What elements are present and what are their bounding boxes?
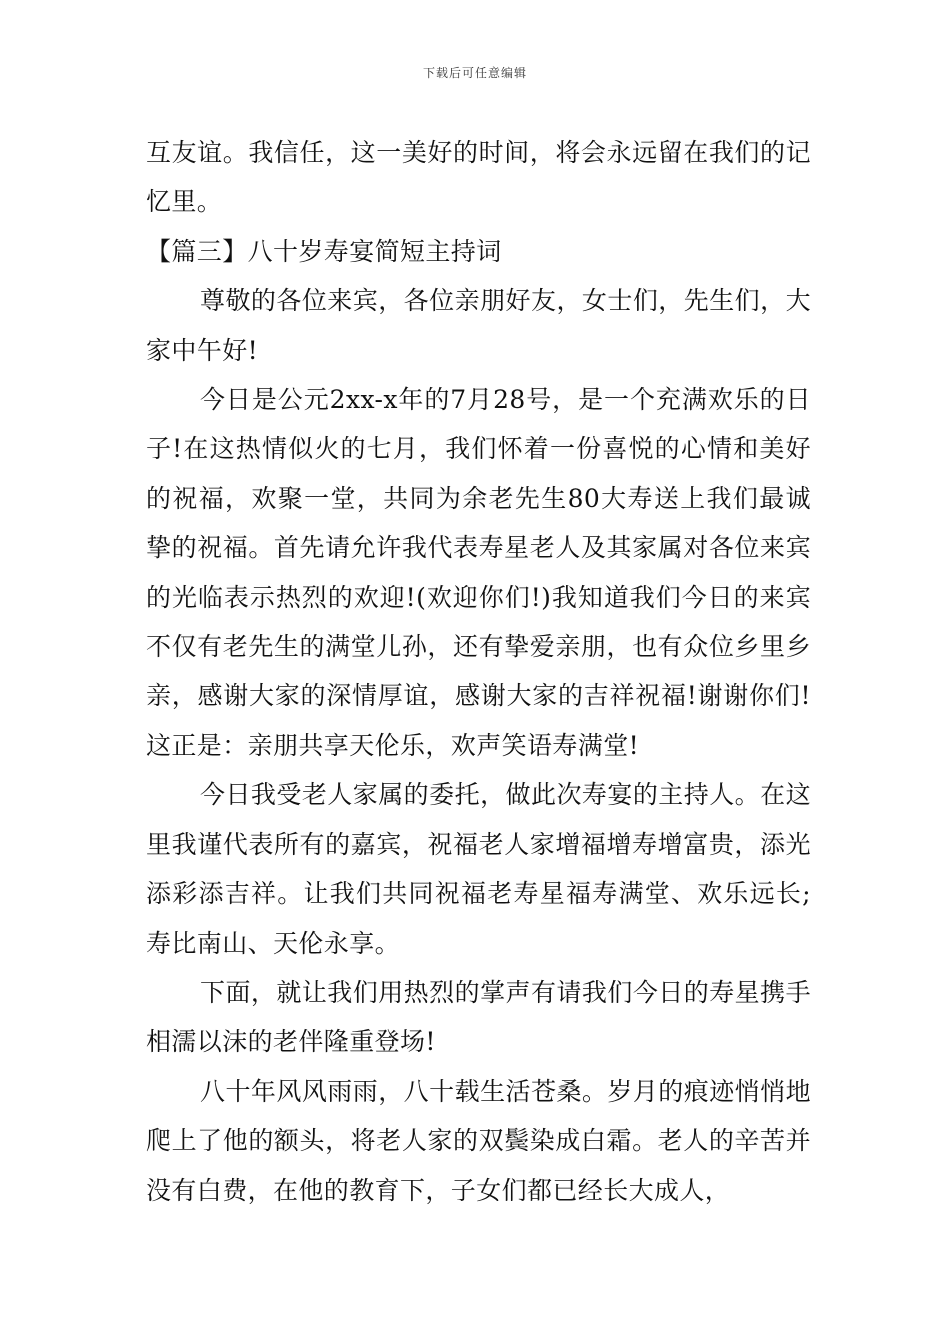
- paragraph-host-intro: 今日我受老人家属的委托，做此次寿宴的主持人。在这里我谨代表所有的嘉宾，祝福老人家增福增寿增富贵，添光添彩添吉祥。让我们共同祝福老寿星福寿满堂、欢乐远长;寿比南山、天伦永享。: [146, 780, 811, 958]
- section-heading: 【篇三】八十岁寿宴简短主持词: [146, 236, 502, 266]
- paragraph-welcome: 今日是公元2xx-x年的7月28号，是一个充满欢乐的日子!在这热情似火的七月，我们怀着一份喜悦的心情和美好的祝福，欢聚一堂，共同为余老先生80大寿送上我们最诚挚的祝福。首先请允许我代表寿星老人及其家属对各位来宾的光临表示热烈的欢迎!(欢迎你们!)我知道我们今日的来宾不仅有老先生的满堂儿孙，还有挚爱亲朋，也有众位乡里乡亲，感谢大家的深情厚谊，感谢大家的吉祥祝福!谢谢你们!这正是：亲朋共享天伦乐，欢声笑语寿满堂!: [146, 385, 811, 760]
- paragraph-invitation: 下面，就让我们用热烈的掌声有请我们今日的寿星携手相濡以沫的老伴隆重登场!: [146, 977, 811, 1057]
- paragraph-greeting: 尊敬的各位来宾，各位亲朋好友，女士们，先生们，大家中午好!: [146, 286, 811, 365]
- header-note: 下载后可任意编辑: [422, 66, 527, 80]
- document-body: [146, 128, 811, 1215]
- paragraph-tribute: 八十年风风雨雨，八十载生活苍桑。岁月的痕迹悄悄地爬上了他的额头，将老人家的双鬓染成白霜。老人的辛苦并没有白费，在他的教育下，子女们都已经长大成人，: [146, 1076, 811, 1205]
- paragraph-continuation: 互友谊。我信任，这一美好的时间，将会永远留在我们的记忆里。: [146, 138, 811, 217]
